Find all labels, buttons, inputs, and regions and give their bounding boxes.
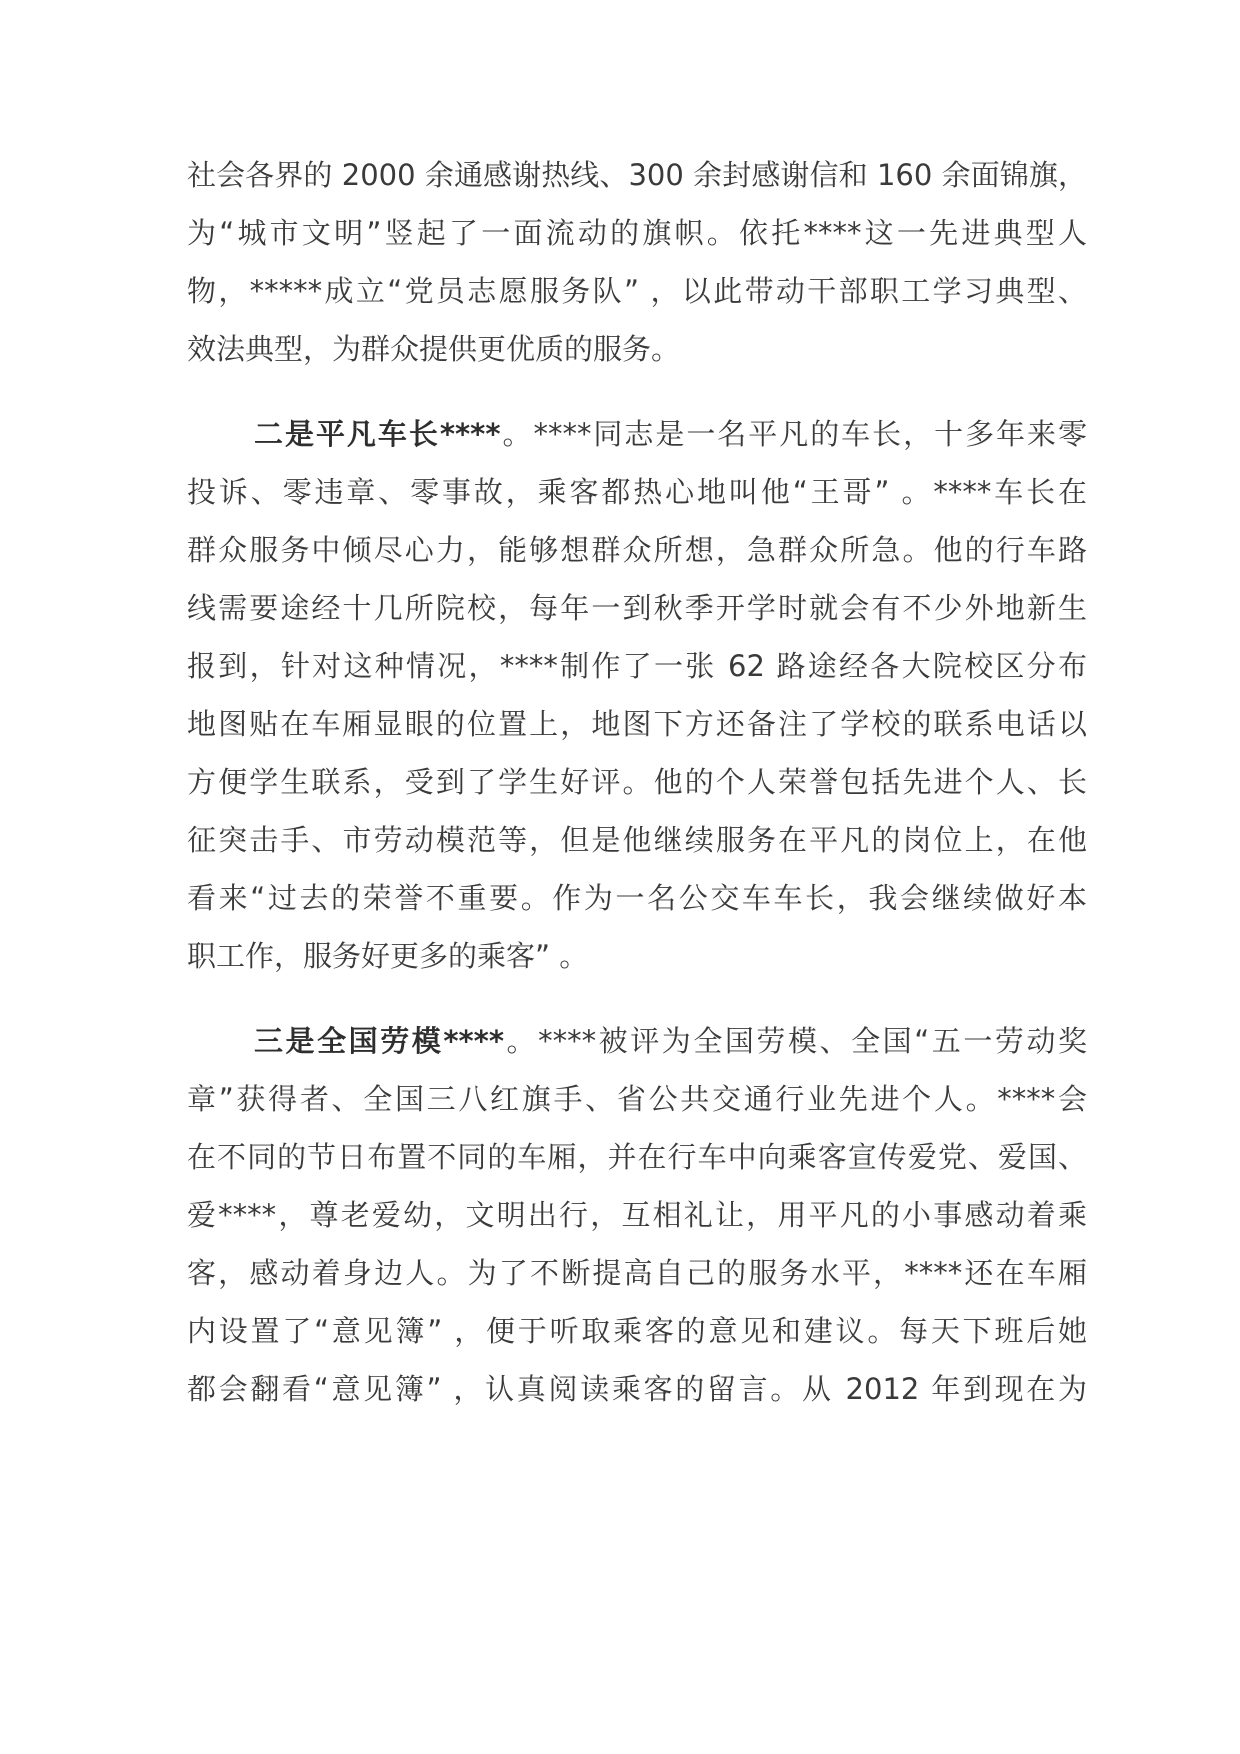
paragraph-2-line-6: 地图贴在车厢显眼的位置上，地图下方还备注了学校的联系电话以 — [187, 707, 1087, 741]
paragraph-2-line-8: 征突击手、市劳动模范等，但是他继续服务在平凡的岗位上，在他 — [187, 823, 1087, 857]
paragraph-1-line-4: 效法典型，为群众提供更优质的服务。 — [187, 332, 681, 366]
paragraph-3-line-7: 都会翻看“意见簿” ，认真阅读乘客的留言。从 2012 年到现在为 — [187, 1372, 1087, 1406]
paragraph-2-first-line-text: 。****同志是一名平凡的车长，十多年来零 — [500, 417, 1087, 451]
paragraph-3-line-1 — [254, 1019, 1087, 1063]
paragraph-1-line-1: 社会各界的 2000 余通感谢热线、300 余封感谢信和 160 余面锦旗， — [187, 158, 1087, 192]
paragraph-2-line-4: 线需要途经十几所院校，每年一到秋季开学时就会有不少外地新生 — [187, 591, 1087, 625]
paragraph-2-line-3: 群众服务中倾尽心力，能够想群众所想，急群众所急。他的行车路 — [187, 533, 1087, 567]
paragraph-2-heading: 二是平凡车长**** — [254, 417, 501, 451]
paragraph-3-line-3: 在不同的节日布置不同的车厢，并在行车中向乘客宣传爱党、爱国、 — [187, 1140, 1087, 1174]
paragraph-1-line-2: 为“城市文明”竖起了一面流动的旗帜。依托****这一先进典型人 — [187, 216, 1087, 250]
paragraph-3-line-5: 客，感动着身边人。为了不断提高自己的服务水平，****还在车厢 — [187, 1256, 1087, 1290]
paragraph-2-line-10: 职工作，服务好更多的乘客” 。 — [187, 939, 589, 973]
paragraph-3-first-line-text: 。****被评为全国劳模、全国“五一劳动奖 — [504, 1024, 1087, 1058]
paragraph-3-line-6: 内设置了“意见簿” ，便于听取乘客的意见和建议。每天下班后她 — [187, 1314, 1087, 1348]
paragraph-2-line-7: 方便学生联系，受到了学生好评。他的个人荣誉包括先进个人、长 — [187, 765, 1087, 799]
paragraph-3-heading: 三是全国劳模**** — [254, 1024, 504, 1058]
paragraph-2-line-1 — [254, 412, 1087, 456]
paragraph-2-line-9: 看来“过去的荣誉不重要。作为一名公交车车长，我会继续做好本 — [187, 881, 1087, 915]
paragraph-3-line-2: 章”获得者、全国三八红旗手、省公共交通行业先进个人。****会 — [187, 1082, 1087, 1116]
paragraph-1-line-3: 物，*****成立“党员志愿服务队” ，以此带动干部职工学习典型、 — [187, 274, 1087, 308]
paragraph-2-line-5: 报到，针对这种情况，****制作了一张 62 路途经各大院校区分布 — [187, 649, 1087, 683]
paragraph-3-line-4: 爱****，尊老爱幼，文明出行，互相礼让，用平凡的小事感动着乘 — [187, 1198, 1087, 1232]
paragraph-2-line-2: 投诉、零违章、零事故，乘客都热心地叫他“王哥” 。****车长在 — [187, 475, 1087, 509]
